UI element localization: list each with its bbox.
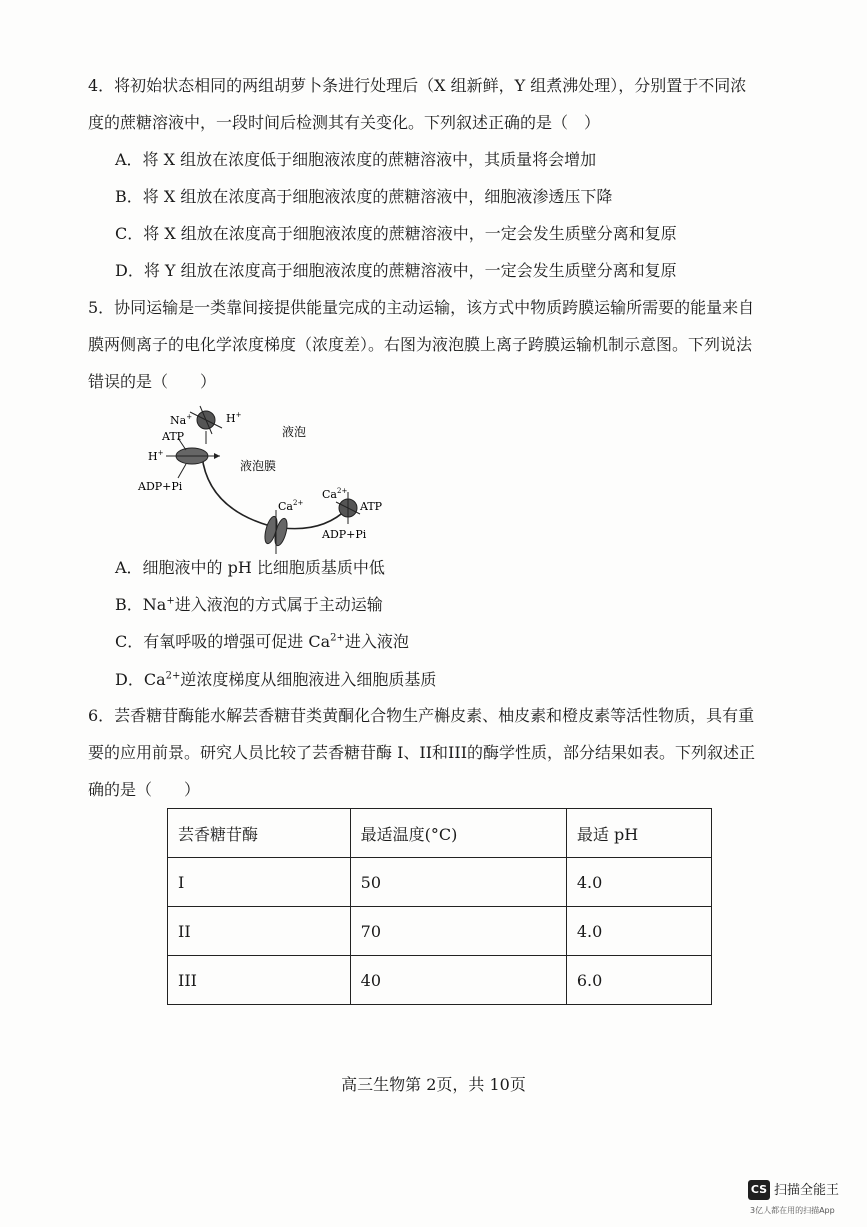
table-header-row [168, 809, 712, 858]
label-atp-right: ATP [360, 500, 383, 513]
label-ca-mid: $Ca^{2+}$ [278, 499, 304, 513]
page-footer: 高三生物第 2页，共 10页 [341, 1075, 526, 1094]
label-adp-right: ADP+Pi [322, 528, 367, 541]
q4-stem-line1: 4．将初始状态相同的两组胡萝卜条进行处理后（X 组新鲜，Y 组煮沸处理），分别置于不同浓 [88, 76, 747, 95]
q6-stem-line1: 6．芸香糖苷酶能水解芸香糖苷类黄酮化合物生产槲皮素、柚皮素和橙皮素等活性物质，具有重 [88, 706, 755, 725]
label-adp-left: ADP+Pi [138, 480, 183, 493]
q5-option-a: A．细胞液中的 pH 比细胞质基质中低 [115, 558, 385, 577]
label-atp-left: ATP [162, 430, 185, 443]
label-ca-right: $Ca^{2+}$ [322, 487, 348, 501]
label-membrane: 液泡膜 [240, 459, 277, 473]
table-cell: 40 [350, 956, 566, 1005]
table-cell: 4.0 [566, 858, 711, 907]
q5-stem-line2: 膜两侧离子的电化学浓度梯度（浓度差）。右图为液泡膜上离子跨膜运输机制示意图。下列说法 [88, 335, 753, 354]
table-cell: III [168, 956, 351, 1005]
q5-option-b: B．Na+进入液泡的方式属于主动运输 [115, 595, 383, 614]
table-cell: 4.0 [566, 907, 711, 956]
q6-stem-line2: 要的应用前景。研究人员比较了芸香糖苷酶 I、II和III的酶学性质，部分结果如表。下列叙述正 [88, 743, 756, 762]
q4-option-a: A．将 X 组放在浓度低于细胞液浓度的蔗糖溶液中，其质量将会增加 [115, 150, 597, 169]
scanner-logo [748, 1178, 839, 1200]
q5-option-c: C．有氧呼吸的增强可促进 $Ca^{2+}$进入液泡 [115, 632, 409, 651]
scanner-name: 扫描全能王 [774, 1183, 840, 1198]
label-h-left: H+ [148, 449, 164, 463]
table-row [168, 956, 712, 1005]
label-h-top: H+ [226, 411, 242, 425]
q4-option-c: C．将 X 组放在浓度高于细胞液浓度的蔗糖溶液中，一定会发生质壁分离和复原 [115, 224, 677, 243]
q5-stem-line3: 错误的是（ ） [88, 372, 217, 391]
cs-logo-icon: CS [748, 1180, 770, 1200]
table-header-cell: 最适温度(°C) [350, 809, 566, 858]
table-cell: 6.0 [566, 956, 711, 1005]
scanner-tagline: 3亿人都在用的扫描App [750, 1206, 835, 1215]
table-cell: 70 [350, 907, 566, 956]
vacuole-membrane-diagram [130, 398, 390, 558]
q5-stem-line1: 5．协同运输是一类靠间接提供能量完成的主动运输，该方式中物质跨膜运输所需要的能量来自 [88, 298, 755, 317]
enzyme-table [167, 808, 712, 1005]
q5-option-d: D．$Ca^{2+}$逆浓度梯度从细胞液进入细胞质基质 [115, 670, 437, 689]
table-cell: I [168, 858, 351, 907]
label-na: Na+ [170, 413, 193, 427]
table-cell: 50 [350, 858, 566, 907]
q6-stem-line3: 确的是（ ） [88, 780, 201, 799]
label-vacuole: 液泡 [282, 425, 307, 439]
table-row [168, 907, 712, 956]
table-cell: II [168, 907, 351, 956]
table-row [168, 858, 712, 907]
q4-option-d: D．将 Y 组放在浓度高于细胞液浓度的蔗糖溶液中，一定会发生质壁分离和复原 [115, 261, 677, 280]
q4-stem-line2: 度的蔗糖溶液中，一段时间后检测其有关变化。下列叙述正确的是（ ） [88, 113, 601, 132]
table-header-cell: 芸香糖苷酶 [168, 809, 351, 858]
q4-option-b: B．将 X 组放在浓度高于细胞液浓度的蔗糖溶液中，细胞液渗透压下降 [115, 187, 613, 206]
table-header-cell: 最适 pH [566, 809, 711, 858]
